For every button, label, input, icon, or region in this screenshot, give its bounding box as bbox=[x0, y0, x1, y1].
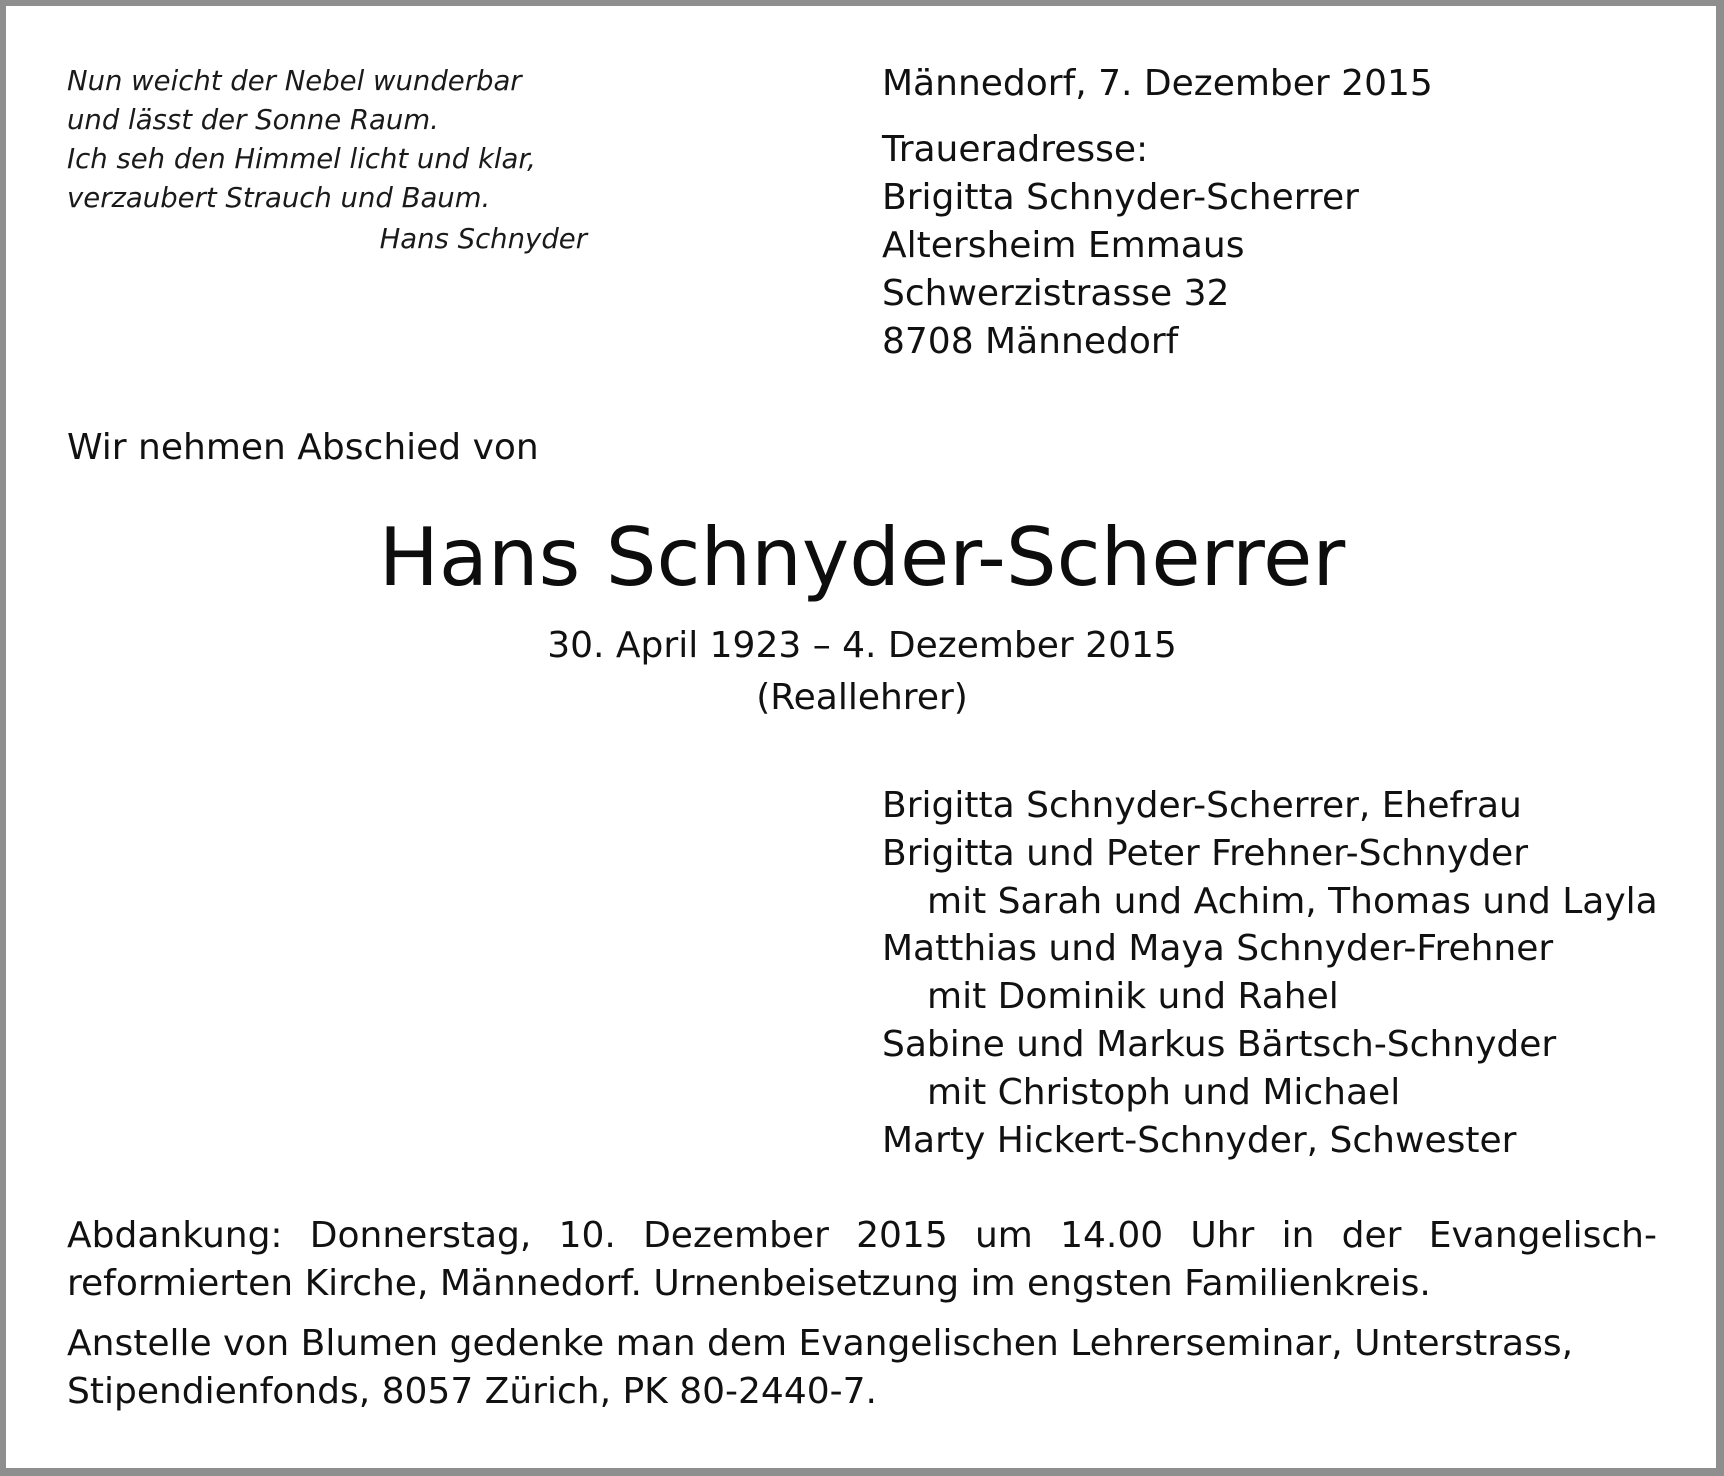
place-date: Männedorf, 7. Dezember 2015 bbox=[882, 63, 1433, 104]
funeral-notice-line: reformierten Kirche, Männedorf. Urnenbeisetzung im engsten Familienkreis. bbox=[67, 1263, 1431, 1304]
mourner-line: Matthias und Maya Schnyder-Frehner bbox=[882, 928, 1554, 970]
donation-notice bbox=[67, 1320, 1657, 1416]
funeral-notice bbox=[67, 1212, 1657, 1308]
mourner-line: mit Dominik und Rahel bbox=[927, 976, 1339, 1018]
poem-line: verzaubert Strauch und Baum. bbox=[67, 182, 491, 214]
poem-line: und lässt der Sonne Raum. bbox=[67, 104, 439, 136]
farewell-text: Wir nehmen Abschied von bbox=[67, 427, 539, 468]
poem-line: Nun weicht der Nebel wunderbar bbox=[67, 65, 522, 97]
address-line: Brigitta Schnyder-Scherrer bbox=[882, 177, 1359, 218]
profession: (Reallehrer) bbox=[756, 677, 968, 718]
mourner-line: Marty Hickert-Schnyder, Schwester bbox=[882, 1119, 1517, 1161]
donation-notice-line: Stipendienfonds, 8057 Zürich, PK 80-2440-7. bbox=[67, 1371, 877, 1412]
donation-notice-line: Anstelle von Blumen gedenke man dem Evangelischen Lehrerseminar, Unterstrass, bbox=[67, 1323, 1574, 1364]
mourning-address bbox=[882, 126, 1359, 366]
mourner-line: Sabine und Markus Bärtsch-Schnyder bbox=[882, 1023, 1557, 1065]
address-label: Traueradresse: bbox=[882, 129, 1149, 170]
mourner-line: mit Sarah und Achim, Thomas und Layla bbox=[927, 880, 1658, 922]
mourner-line: Brigitta Schnyder-Scherrer, Ehefrau bbox=[882, 785, 1522, 826]
poem-author: Hans Schnyder bbox=[379, 223, 587, 255]
poem-line: Ich seh den Himmel licht und klar, bbox=[67, 143, 536, 175]
poem bbox=[67, 62, 587, 259]
life-dates: 30. April 1923 – 4. Dezember 2015 bbox=[547, 625, 1177, 666]
mourner-line: Brigitta und Peter Frehner-Schnyder bbox=[882, 832, 1528, 874]
address-line: Altersheim Emmaus bbox=[882, 225, 1245, 266]
deceased-name: Hans Schnyder-Scherrer bbox=[378, 511, 1346, 604]
funeral-notice-line: Abdankung: Donnerstag, 10. Dezember 2015 um 14.00 Uhr in der Evangelisch- bbox=[67, 1215, 1657, 1256]
mourners-list bbox=[882, 782, 1658, 1164]
address-line: Schwerzistrasse 32 bbox=[882, 273, 1230, 314]
mourner-line: mit Christoph und Michael bbox=[927, 1071, 1401, 1113]
address-line: 8708 Männedorf bbox=[882, 321, 1179, 362]
